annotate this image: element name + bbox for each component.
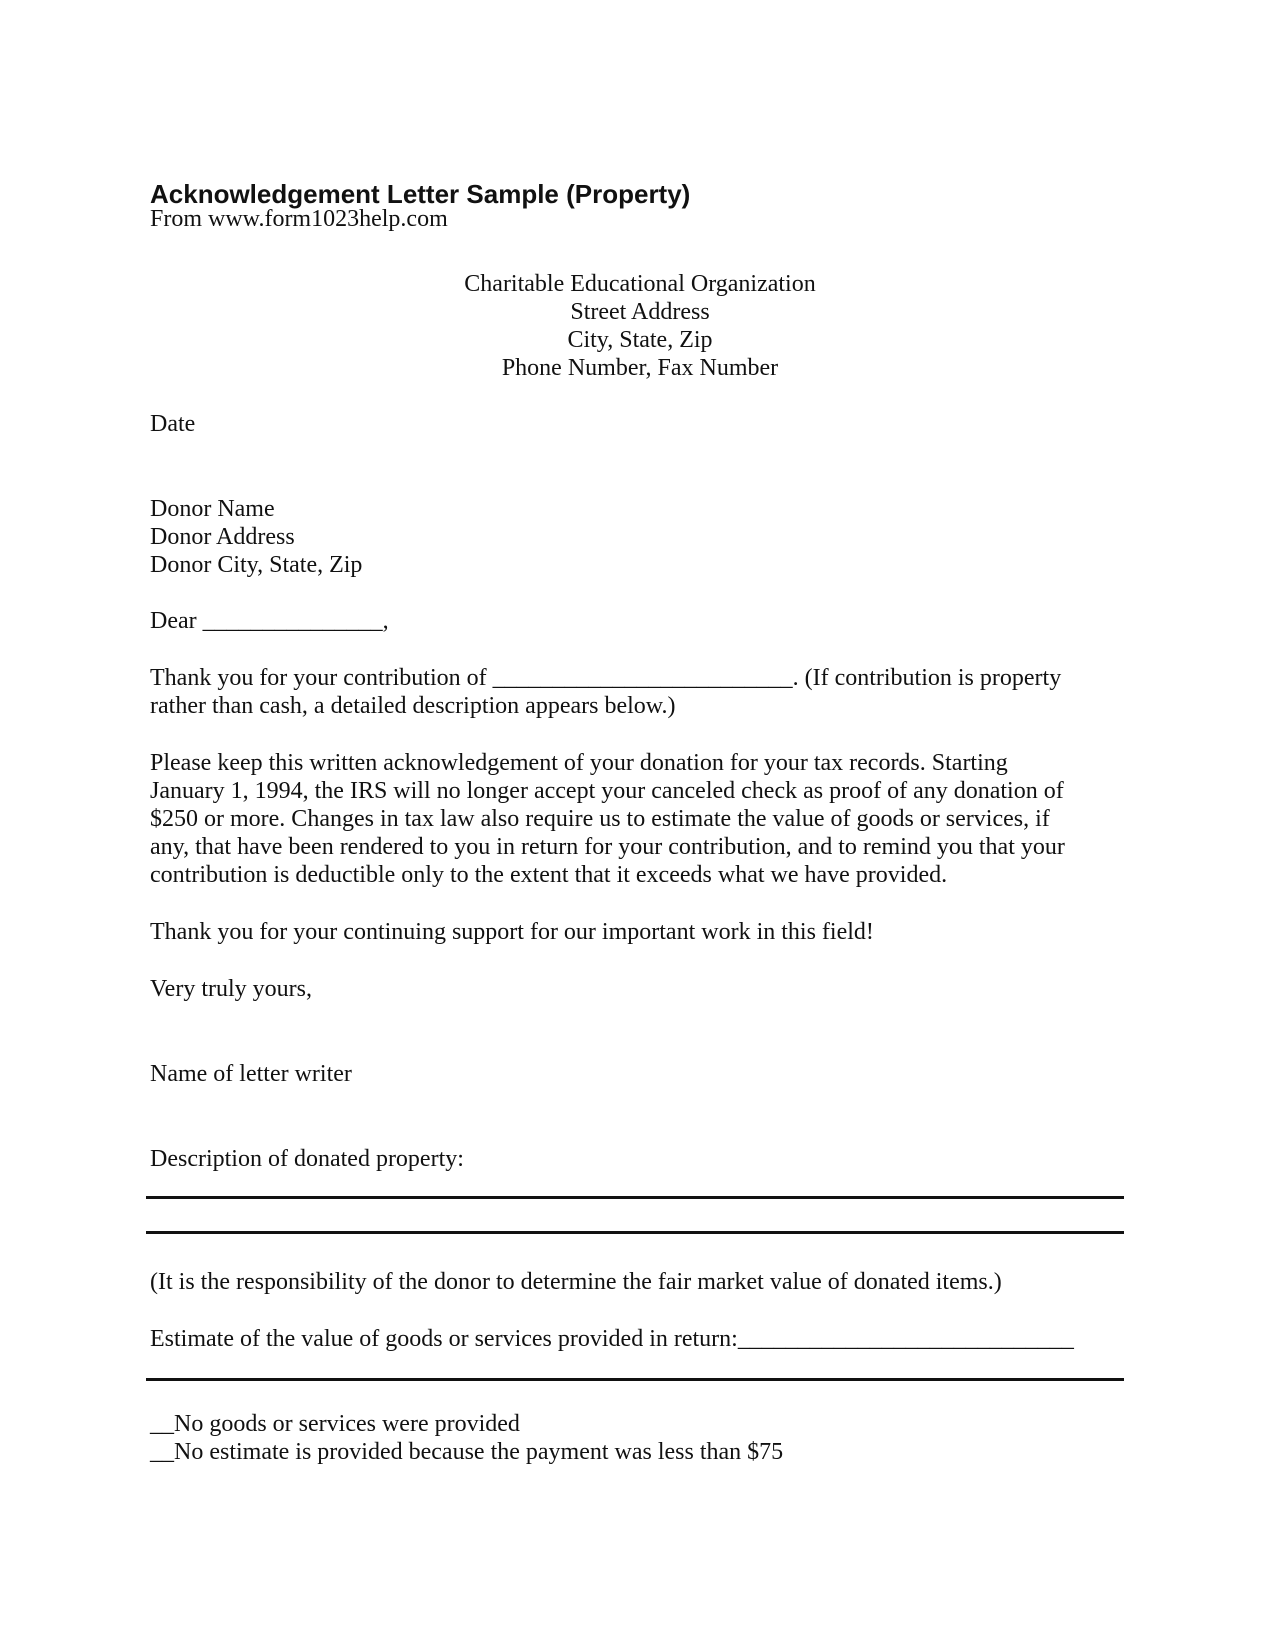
org-phone: Phone Number, Fax Number xyxy=(501,355,779,381)
letterhead xyxy=(350,270,930,382)
paragraph-tax-records xyxy=(150,749,1110,889)
option-no-goods: __No goods or services were provided xyxy=(150,1411,520,1437)
paragraph-line: $250 or more. Changes in tax law also require us to estimate the value of goods or services, if xyxy=(150,806,1050,832)
source-line: From www.form1023help.com xyxy=(150,206,448,232)
closing: Very truly yours, xyxy=(150,976,312,1002)
donor-name: Donor Name xyxy=(150,496,275,522)
signer-name: Name of letter writer xyxy=(150,1061,352,1087)
org-name: Charitable Educational Organization xyxy=(464,271,816,297)
org-street: Street Address xyxy=(570,299,710,325)
org-city: City, State, Zip xyxy=(567,327,713,353)
paragraph-line: January 1, 1994, the IRS will no longer accept your canceled check as proof of any donation of xyxy=(150,778,1064,804)
option-no-estimate: __No estimate is provided because the payment was less than $75 xyxy=(150,1439,784,1465)
paragraph-thanks: Thank you for your continuing support for our important work in this field! xyxy=(150,919,874,945)
description-label: Description of donated property: xyxy=(150,1146,464,1172)
description-line xyxy=(146,1231,1124,1234)
estimate-rule xyxy=(146,1378,1124,1381)
donor-city: Donor City, State, Zip xyxy=(150,552,363,578)
paragraph-line: rather than cash, a detailed description appears below.) xyxy=(150,693,676,719)
paragraph-line: any, that have been rendered to you in return for your contribution, and to remind you that your xyxy=(150,834,1065,860)
date-line: Date xyxy=(150,411,196,437)
donor-block xyxy=(150,495,362,579)
paragraph-line: Thank you for your contribution of _________________________. (If contribution is property xyxy=(150,665,1062,691)
paragraph-contribution xyxy=(150,664,1110,720)
donor-address: Donor Address xyxy=(150,524,295,550)
paragraph-line: Please keep this written acknowledgement of your donation for your tax records. Starting xyxy=(150,750,1008,776)
page-title: Acknowledgement Letter Sample (Property) xyxy=(150,179,691,209)
paragraph-line: contribution is deductible only to the extent that it exceeds what we have provided. xyxy=(150,862,948,888)
donor-note: (It is the responsibility of the donor to determine the fair market value of donated items.) xyxy=(150,1269,1002,1295)
estimate-line: Estimate of the value of goods or services provided in return:____________________________ xyxy=(150,1326,1074,1352)
options-list xyxy=(150,1410,783,1466)
description-line xyxy=(146,1196,1124,1199)
salutation: Dear _______________, xyxy=(150,608,389,634)
